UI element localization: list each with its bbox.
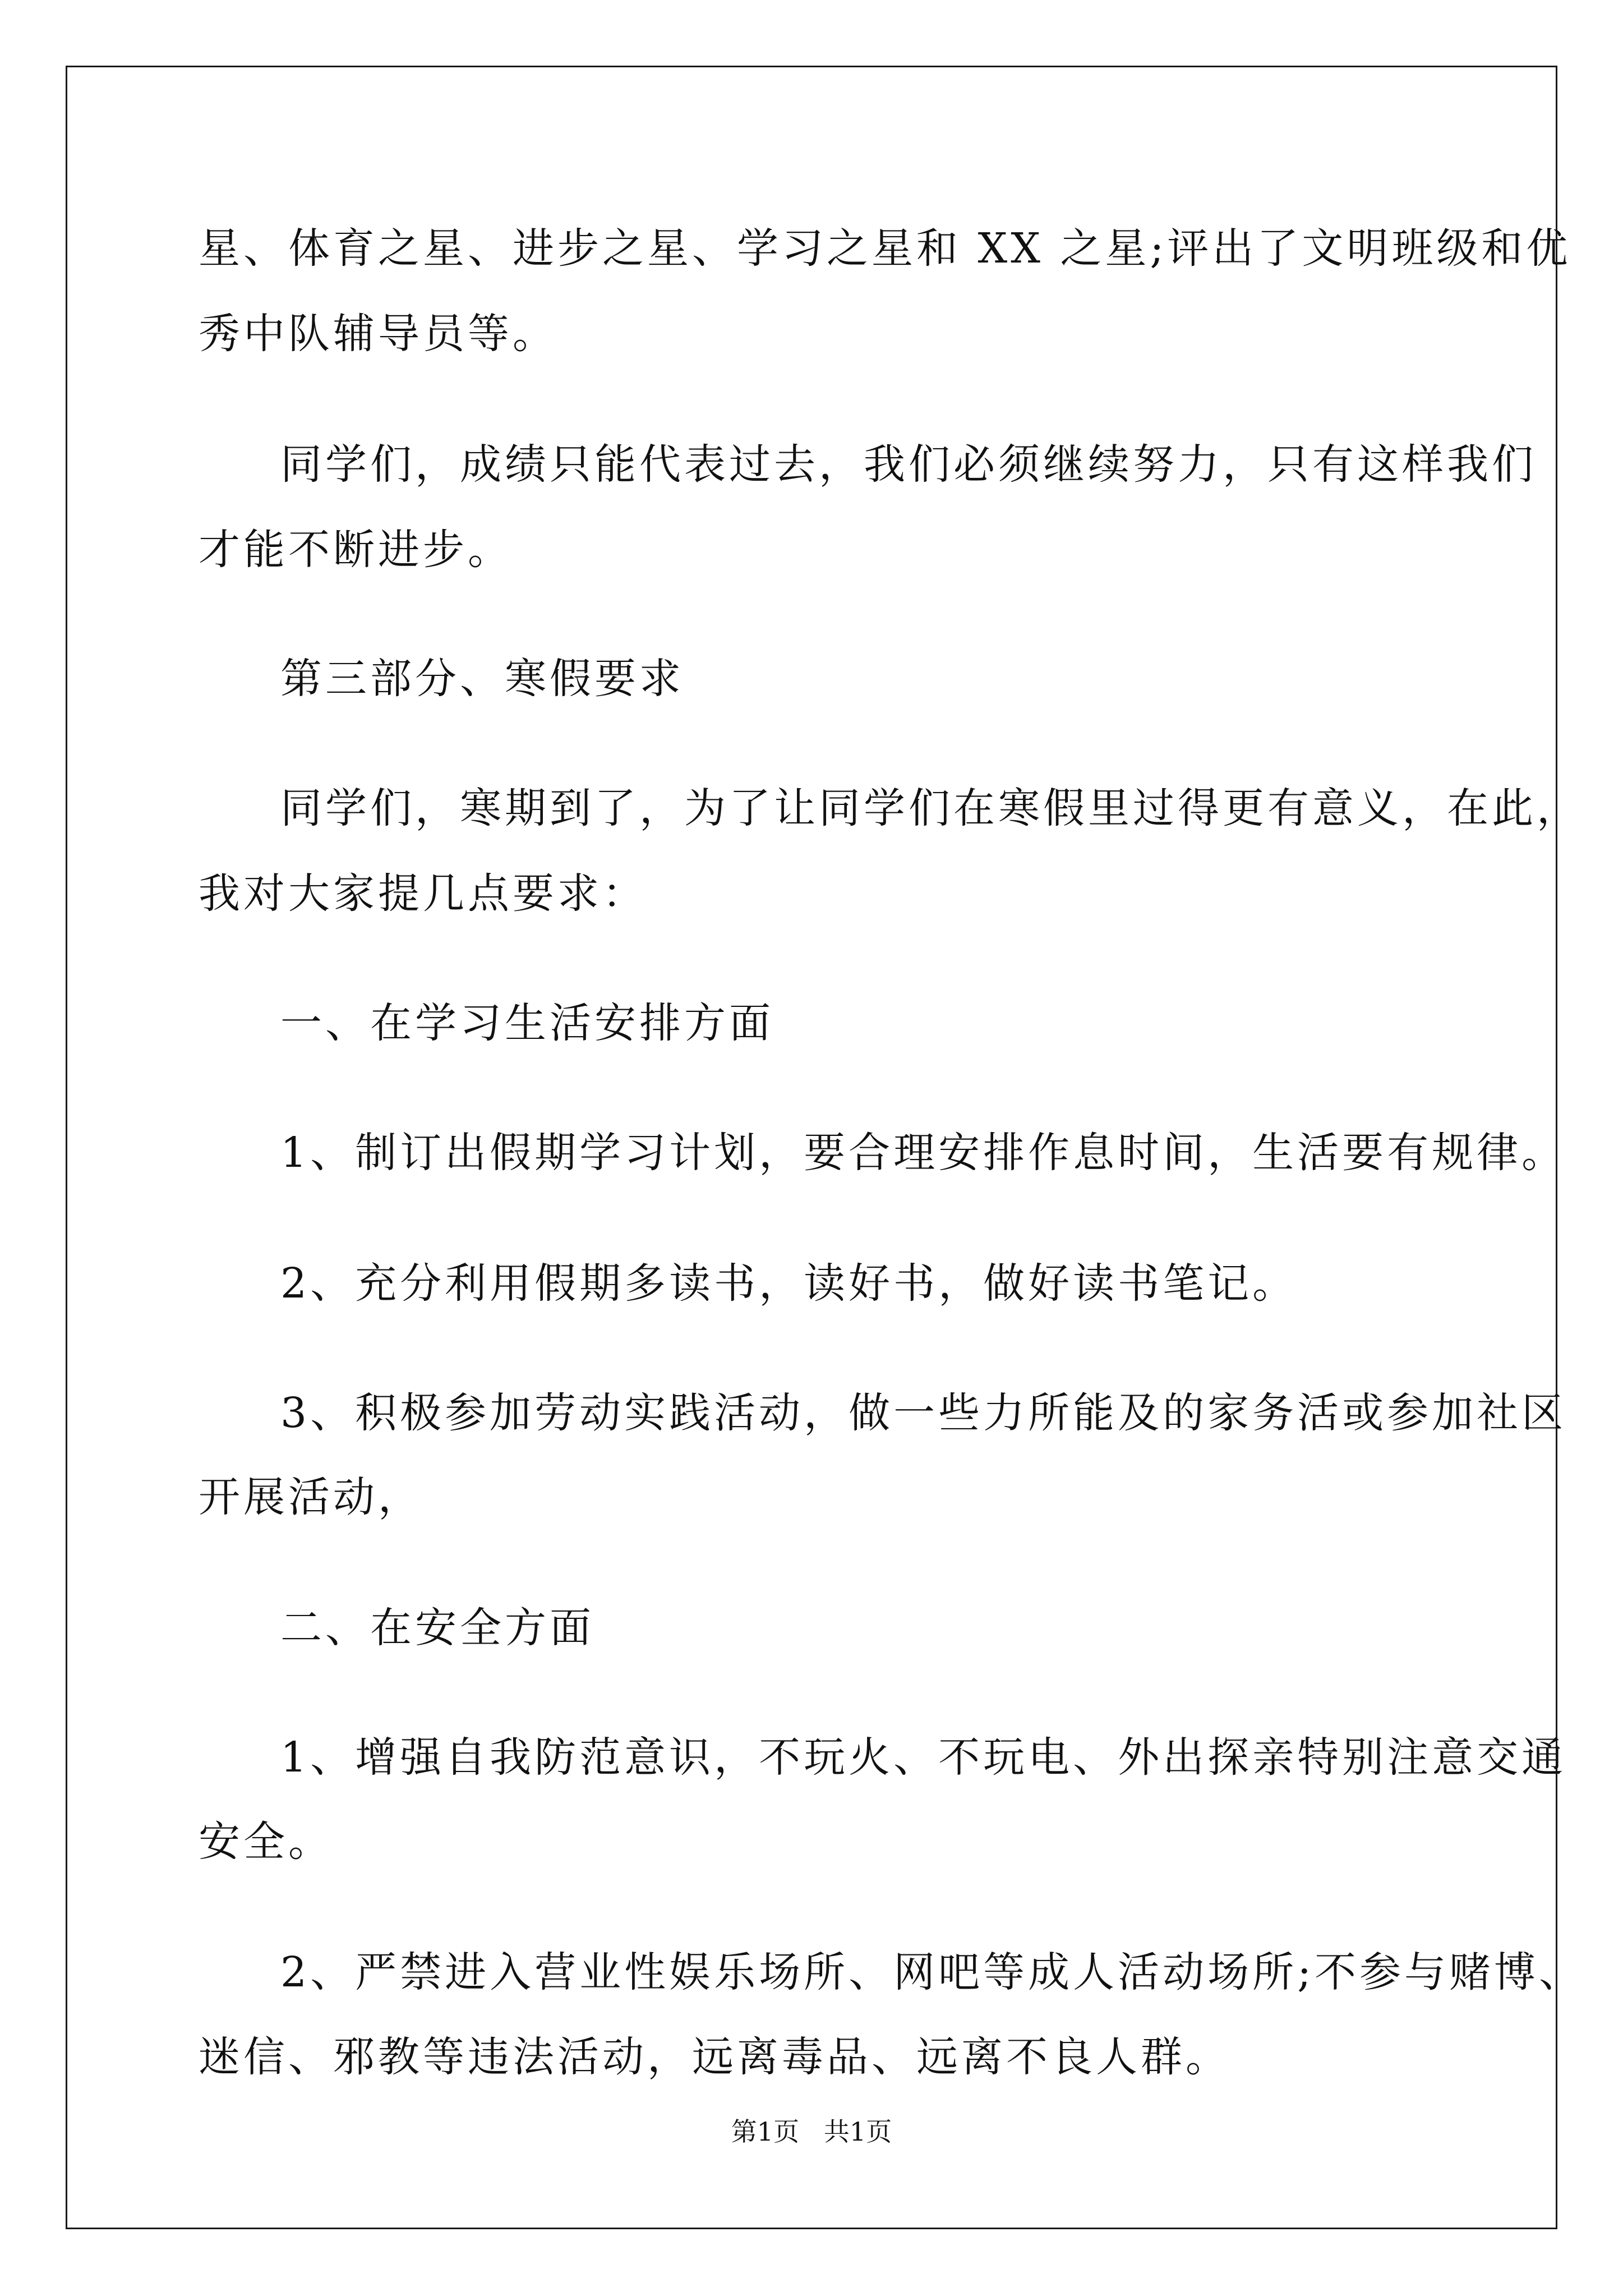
- body-text-line: 星、体育之星、进步之星、学习之星和 XX 之星;评出了文明班级和优: [199, 224, 1571, 273]
- list-item-continuation: 安全。: [199, 1818, 333, 1866]
- list-item: 2、严禁进入营业性娱乐场所、网吧等成人活动场所;不参与赌博、: [280, 1948, 1584, 1996]
- list-item: 1、制订出假期学习计划，要合理安排作息时间，生活要有规律。: [280, 1129, 1567, 1177]
- subsection-heading: 一、在学习生活安排方面: [280, 999, 774, 1047]
- body-text-line: 同学们，寒期到了，为了让同学们在寒假里过得更有意义，在此，: [280, 784, 1581, 832]
- body-text-line: 同学们，成绩只能代表过去，我们必须继续努力，只有这样我们: [280, 440, 1537, 489]
- list-item: 3、积极参加劳动实践活动，做一些力所能及的家务活或参加社区: [280, 1389, 1567, 1437]
- list-item: 2、充分利用假期多读书，读好书，做好读书笔记。: [280, 1259, 1298, 1308]
- list-item-continuation: 开展活动，: [199, 1473, 423, 1521]
- section-heading: 第三部分、寒假要求: [280, 655, 684, 703]
- page-number-footer: 第1页 共1页: [731, 2116, 892, 2147]
- body-text-line: 秀中队辅导员等。: [199, 310, 557, 358]
- subsection-heading: 二、在安全方面: [280, 1604, 594, 1652]
- body-text-line: 我对大家提几点要求：: [199, 869, 647, 918]
- body-text-line: 才能不断进步。: [199, 526, 513, 574]
- list-item: 1、增强自我防范意识，不玩火、不玩电、外出探亲特别注意交通: [280, 1733, 1567, 1782]
- list-item-continuation: 迷信、邪教等违法活动，远离毒品、远离不良人群。: [199, 2033, 1230, 2081]
